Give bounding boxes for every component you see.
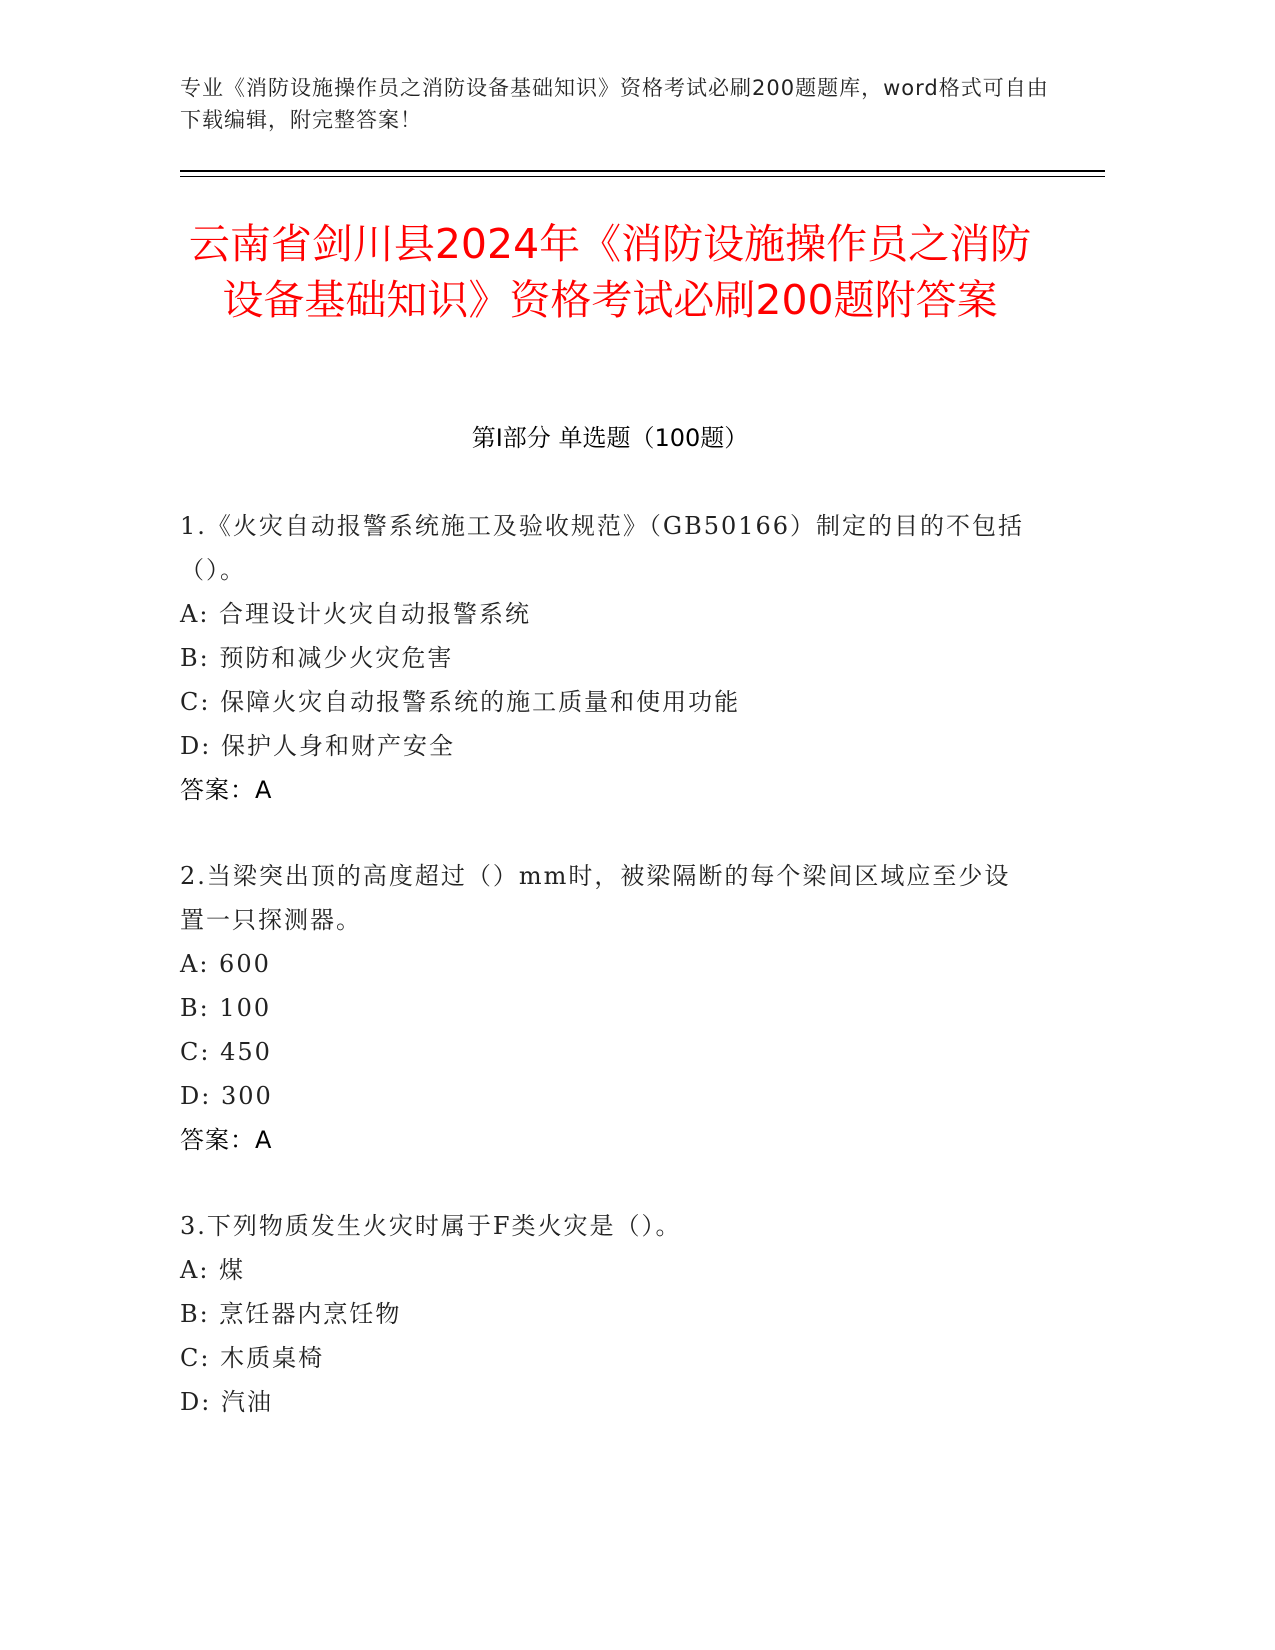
question-option-c: C: 保障火灾自动报警系统的施工质量和使用功能 bbox=[180, 688, 741, 716]
question-answer: 答案：A bbox=[180, 776, 273, 804]
question-item bbox=[180, 504, 1030, 812]
question-stem: 1.《火灾自动报警系统施工及验收规范》（GB50166）制定的目的不包括（）。 bbox=[180, 512, 1025, 584]
header-note: 专业《消防设施操作员之消防设备基础知识》资格考试必刷200题题库，word格式可自由下载编辑，附完整答案！ bbox=[180, 76, 1049, 132]
question-option-c: C: 450 bbox=[180, 1038, 272, 1066]
question-option-b: B: 预防和减少火灾危害 bbox=[180, 644, 454, 672]
question-option-b: B: 100 bbox=[180, 994, 272, 1022]
question-list bbox=[180, 504, 1030, 1466]
question-option-d: D: 保护人身和财产安全 bbox=[180, 732, 455, 760]
header-divider-thin bbox=[180, 176, 1105, 177]
question-option-d: D: 300 bbox=[180, 1082, 273, 1110]
question-item bbox=[180, 1204, 1030, 1424]
question-option-d: D: 汽油 bbox=[180, 1388, 273, 1416]
question-option-a: A: 煤 bbox=[180, 1256, 246, 1284]
document-title: 云南省剑川县2024年《消防设施操作员之消防设备基础知识》资格考试必刷200题附答案 bbox=[188, 220, 1032, 324]
question-stem: 2.当梁突出顶的高度超过（）mm时，被梁隔断的每个梁间区域应至少设置一只探测器。 bbox=[180, 862, 1011, 934]
question-item bbox=[180, 854, 1030, 1162]
section-title: 第I部分 单选题（100题） bbox=[471, 424, 749, 452]
question-stem: 3.下列物质发生火灾时属于F类火灾是（）。 bbox=[180, 1212, 682, 1240]
question-option-c: C: 木质桌椅 bbox=[180, 1344, 325, 1372]
question-answer: 答案：A bbox=[180, 1126, 273, 1154]
question-option-a: A: 600 bbox=[180, 950, 271, 978]
header-divider-thick bbox=[180, 170, 1105, 172]
question-option-b: B: 烹饪器内烹饪物 bbox=[180, 1300, 402, 1328]
question-option-a: A: 合理设计火灾自动报警系统 bbox=[180, 600, 532, 628]
